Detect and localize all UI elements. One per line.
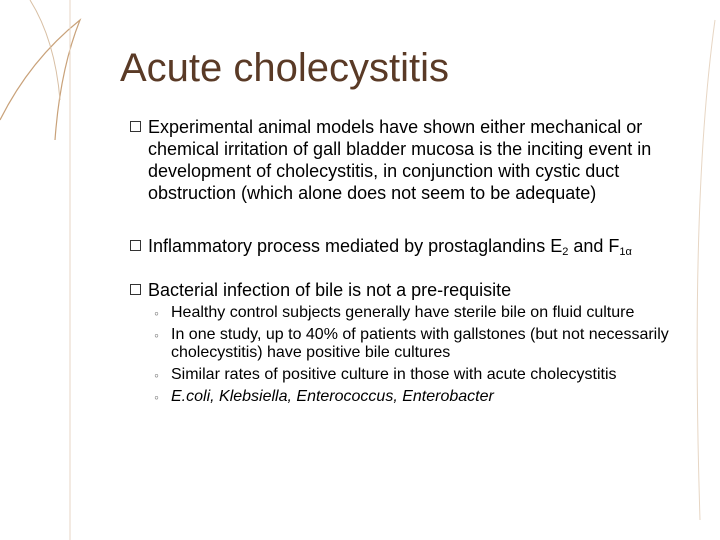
slide-content [130, 116, 710, 410]
subscript-2: 2 [562, 246, 569, 258]
circle-bullet-icon: ◦ [154, 367, 159, 383]
circle-bullet-icon: ◦ [154, 305, 159, 321]
square-bullet-icon [130, 121, 141, 132]
bullet-inflammatory-process [130, 235, 710, 257]
square-bullet-icon [130, 284, 141, 295]
subscript-1-alpha: 1α [619, 246, 632, 258]
bullet-text: Bacterial infection of bile is not a pre-requisite [148, 280, 512, 300]
sub-bullet-list [148, 304, 710, 406]
bullet-bacterial-infection [130, 279, 710, 406]
bullet-text-continued: and F [568, 236, 620, 256]
circle-bullet-icon: ◦ [154, 389, 159, 405]
sub-bullet-item: ◦ E.coli, Klebsiella, Enterococcus, Enterobacter [154, 388, 494, 405]
bullet-text: Inflammatory process mediated by prostaglandins E [148, 236, 563, 256]
sub-bullet-item: ◦ In one study, up to 40% of patients with gallstones (but not necessarily cholecystitis) have positive bile cultures [154, 326, 669, 361]
slide-title: Acute cholecystitis [120, 46, 450, 90]
sub-bullet-item: ◦ Healthy control subjects generally have sterile bile on fluid culture [154, 304, 635, 321]
square-bullet-icon [130, 240, 141, 251]
circle-bullet-icon: ◦ [154, 327, 159, 343]
bullet-text: Experimental animal models have shown either mechanical or chemical irritation of gall bladder mucosa is the inciting event in development of cholecystitis, in conjunction with cystic duct obstruction (which alone does not seem to be adequate) [148, 117, 652, 203]
bullet-experimental-models [130, 116, 710, 204]
sub-bullet-item: ◦ Similar rates of positive culture in those with acute cholecystitis [154, 366, 617, 383]
